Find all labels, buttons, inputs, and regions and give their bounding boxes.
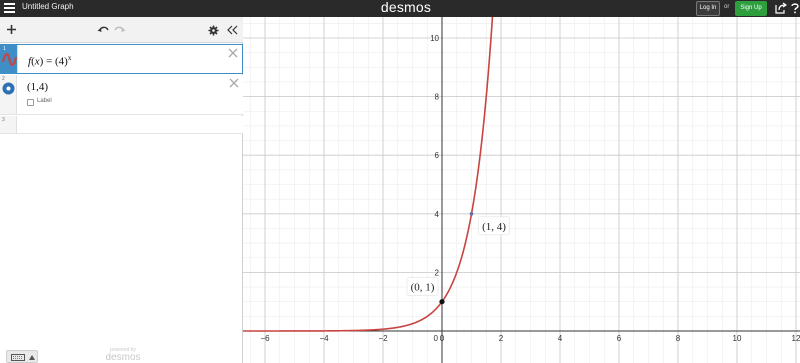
collapse-icon[interactable] bbox=[227, 25, 238, 35]
keyboard-icon bbox=[11, 354, 25, 361]
desmos-logo: desmos bbox=[380, 0, 432, 15]
menu-icon[interactable] bbox=[4, 3, 15, 13]
close-icon[interactable] bbox=[229, 78, 239, 88]
x-tick-label: 10 bbox=[732, 334, 742, 343]
add-icon[interactable] bbox=[6, 24, 17, 35]
close-icon[interactable] bbox=[228, 48, 238, 58]
signup-button[interactable]: Sign Up bbox=[735, 1, 767, 16]
login-button[interactable]: Log In bbox=[696, 1, 720, 16]
point-label: (0, 1) bbox=[410, 281, 435, 294]
top-bar bbox=[0, 0, 800, 17]
x-tick-label: −6 bbox=[260, 334, 270, 343]
point-label: (1, 4) bbox=[482, 220, 506, 233]
point-icon[interactable] bbox=[2, 82, 15, 95]
x-tick-label: 6 bbox=[616, 334, 622, 343]
x-tick-label: 8 bbox=[675, 334, 681, 343]
expression-latex[interactable]: (1,4) bbox=[27, 81, 49, 93]
expression-row-empty[interactable] bbox=[0, 116, 243, 134]
x-tick-label: 4 bbox=[557, 334, 563, 343]
y-tick-label: 4 bbox=[434, 209, 439, 219]
keyboard-button[interactable] bbox=[6, 350, 38, 363]
data-point bbox=[470, 212, 474, 216]
expressions-panel bbox=[0, 17, 243, 363]
gear-icon[interactable] bbox=[208, 25, 219, 36]
powered-by-desmos: powered by desmos bbox=[105, 347, 141, 363]
expression-row[interactable] bbox=[0, 44, 243, 74]
expression-index[interactable]: 1 bbox=[1, 45, 18, 73]
x-tick-label: 2 bbox=[498, 334, 504, 343]
undo-icon[interactable] bbox=[97, 25, 109, 34]
x-tick-label: 12 bbox=[791, 334, 800, 343]
wave-icon[interactable] bbox=[2, 52, 17, 67]
x-tick-label: 0 bbox=[439, 334, 445, 343]
redo-icon[interactable] bbox=[114, 25, 126, 34]
expressions-toolbar bbox=[0, 17, 243, 43]
label-checkbox-text: Label bbox=[37, 98, 52, 104]
help-icon[interactable] bbox=[790, 3, 800, 14]
y-tick-label: 2 bbox=[434, 268, 439, 278]
expression-row[interactable] bbox=[0, 75, 243, 115]
y-tick-label: 8 bbox=[434, 92, 439, 102]
x-tick-label: −2 bbox=[378, 334, 388, 343]
expression-index[interactable]: 3 bbox=[0, 116, 17, 133]
graph-svg[interactable] bbox=[243, 17, 800, 363]
x-tick-label: −4 bbox=[319, 334, 329, 343]
graph-title[interactable]: Untitled Graph bbox=[22, 2, 74, 11]
share-icon[interactable] bbox=[775, 2, 787, 14]
caret-up-icon bbox=[29, 355, 35, 360]
origin-label: 0 bbox=[433, 334, 438, 343]
y-tick-label: 6 bbox=[434, 151, 439, 161]
y-tick-label: 10 bbox=[430, 34, 439, 43]
expression-index[interactable]: 2 bbox=[0, 75, 17, 114]
or-text: or bbox=[724, 4, 730, 10]
graph-canvas[interactable] bbox=[243, 17, 800, 363]
data-point bbox=[439, 299, 444, 304]
label-checkbox[interactable] bbox=[27, 99, 34, 106]
expression-latex[interactable]: $f(x) = (4)^x$ bbox=[28, 54, 72, 68]
